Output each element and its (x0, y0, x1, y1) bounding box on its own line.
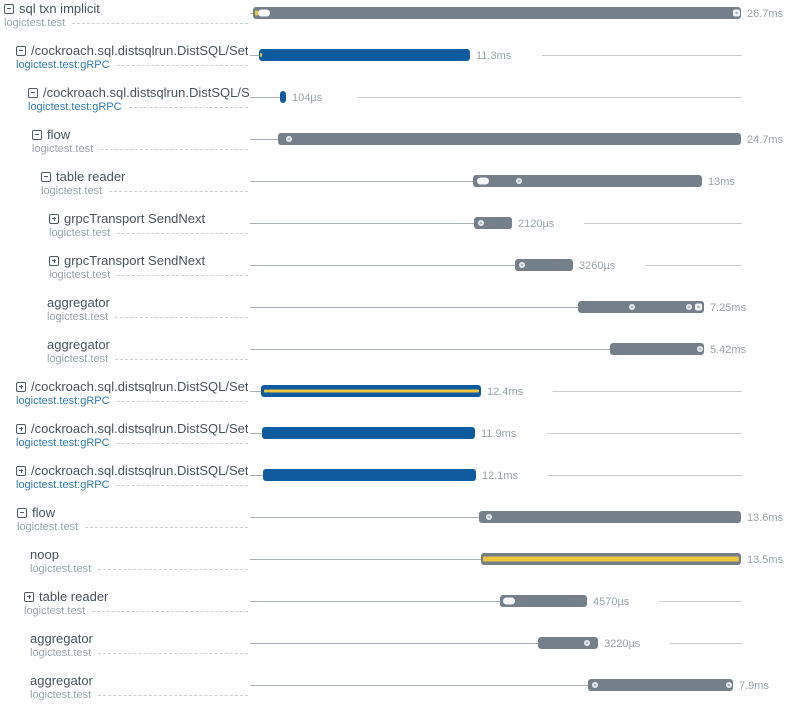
span-source: logictest.test (32, 143, 94, 155)
trace-span-row[interactable] (0, 588, 786, 630)
span-source: logictest.test (30, 689, 92, 701)
marker-dot-icon (697, 346, 703, 352)
collapse-icon[interactable] (32, 130, 42, 140)
trace-extent-line-right (542, 55, 742, 56)
span-duration: 12.1ms (479, 470, 521, 482)
span-source: logictest.test:gRPC (16, 479, 110, 491)
span-label-line (30, 673, 250, 688)
trace-extent-line-right (358, 97, 742, 98)
span-sub-line (24, 605, 250, 618)
trace-span-row[interactable] (0, 546, 786, 588)
span-duration: 13.6ms (744, 512, 786, 524)
trace-extent-line-left (250, 475, 263, 476)
span-label-block (49, 211, 250, 240)
span-source: logictest.test (47, 353, 109, 365)
span-label-line (24, 589, 250, 604)
span-label-line (17, 505, 250, 520)
span-label-line (49, 211, 250, 226)
span-duration: 13ms (705, 176, 738, 188)
trace-span-row[interactable] (0, 42, 786, 84)
span-bar[interactable] (278, 133, 741, 145)
trace-extent-line-left (250, 265, 515, 266)
span-source: logictest.test (30, 563, 92, 575)
trace-extent-line-left (250, 391, 261, 392)
dashed-leader-line (98, 569, 248, 576)
span-label-block (30, 631, 250, 660)
span-name: flow (47, 127, 71, 142)
trace-extent-line-left (250, 349, 610, 350)
collapse-icon[interactable] (16, 46, 26, 56)
span-name: aggregator (47, 295, 110, 310)
span-sub-line (16, 59, 250, 72)
span-label-block (47, 295, 250, 324)
span-label-line (16, 43, 250, 58)
span-source: logictest.test:gRPC (16, 59, 110, 71)
span-bar[interactable] (588, 679, 733, 691)
span-label-line (41, 169, 250, 184)
span-label-line (30, 631, 250, 646)
span-label-block (4, 1, 250, 30)
span-source: logictest.test:gRPC (16, 437, 110, 449)
span-label-block (16, 463, 250, 492)
span-label-block (17, 505, 250, 534)
trace-extent-line-left (250, 517, 479, 518)
expand-icon[interactable] (49, 214, 59, 224)
span-label-block (30, 547, 250, 576)
span-source: logictest.test:gRPC (28, 101, 122, 113)
span-duration: 13.5ms (744, 554, 786, 566)
trace-span-row[interactable] (0, 252, 786, 294)
span-sub-line (16, 437, 250, 450)
span-label-block (16, 43, 250, 72)
span-label-block (30, 673, 250, 702)
span-label-block (32, 127, 250, 156)
span-duration: 12.4ms (484, 386, 526, 398)
trace-span-row[interactable] (0, 210, 786, 252)
dashed-leader-line (98, 695, 248, 702)
span-name: aggregator (30, 631, 93, 646)
marker-pill-icon (258, 10, 270, 17)
span-label-line (28, 85, 250, 100)
span-sub-line (32, 143, 250, 156)
span-highlight-stripe (268, 390, 479, 393)
span-name: aggregator (30, 673, 93, 688)
span-source: logictest.test (49, 269, 111, 281)
trace-extent-line-right (659, 601, 742, 602)
marker-pill-icon (477, 178, 489, 185)
expand-icon[interactable] (16, 382, 26, 392)
collapse-icon[interactable] (41, 172, 51, 182)
trace-span-row[interactable] (0, 84, 786, 126)
trace-span-row[interactable] (0, 336, 786, 378)
trace-extent-line-left (250, 139, 278, 140)
trace-span-row[interactable] (0, 0, 786, 42)
span-label-line (32, 127, 250, 142)
trace-span-row[interactable] (0, 420, 786, 462)
span-name: table reader (39, 589, 109, 604)
marker-sqdot-icon (695, 304, 702, 311)
span-bar[interactable] (474, 217, 512, 229)
span-name: grpcTransport SendNext (64, 253, 206, 268)
span-bar[interactable] (578, 301, 704, 313)
dashed-leader-line (98, 653, 248, 660)
span-duration: 11.3ms (473, 50, 514, 62)
span-source: logictest.test (30, 647, 92, 659)
dashed-leader-line (117, 275, 248, 282)
span-label-line (4, 1, 250, 16)
span-source: logictest.test (41, 185, 103, 197)
collapse-icon[interactable] (4, 4, 14, 14)
expand-icon[interactable] (16, 466, 26, 476)
dashed-leader-line (100, 149, 248, 156)
span-sub-line (30, 563, 250, 576)
dashed-leader-line (85, 527, 248, 534)
span-label-block (47, 337, 250, 366)
span-name: aggregator (47, 337, 110, 352)
trace-extent-line-right (584, 223, 742, 224)
span-duration: 104µs (289, 92, 325, 104)
trace-span-row[interactable] (0, 294, 786, 336)
span-duration: 4570µs (590, 596, 632, 608)
span-source: logictest.test (4, 17, 66, 29)
trace-span-row[interactable] (0, 630, 786, 672)
span-sub-line (49, 269, 250, 282)
dashed-leader-line (109, 191, 248, 198)
span-source: logictest.test (49, 227, 111, 239)
span-name: /cockroach.sql.distsqlrun.DistSQL/Set (31, 43, 249, 58)
span-sub-line (30, 689, 250, 702)
trace-extent-line-right (645, 265, 742, 266)
span-label-line (47, 337, 250, 352)
marker-dot-icon (486, 514, 492, 520)
marker-dot-icon (519, 262, 525, 268)
span-name: /cockroach.sql.distsqlrun.DistSQL/S (43, 85, 250, 100)
collapse-icon[interactable] (28, 88, 38, 98)
trace-span-row[interactable] (0, 672, 786, 714)
span-label-line (30, 547, 250, 562)
span-source: logictest.test (24, 605, 86, 617)
span-sub-line (30, 647, 250, 660)
span-label-line (47, 295, 250, 310)
trace-span-row[interactable] (0, 462, 786, 504)
marker-sqdot-icon (733, 10, 740, 17)
trace-extent-line-left (250, 559, 481, 560)
marker-dot-icon (726, 682, 732, 688)
trace-span-row[interactable] (0, 126, 786, 168)
dashed-leader-line (117, 443, 248, 450)
span-bar[interactable] (610, 343, 704, 355)
span-label-line (16, 379, 250, 394)
trace-extent-line-left (250, 433, 262, 434)
span-duration: 2120µs (515, 218, 557, 230)
span-name: /cockroach.sql.distsqlrun.DistSQL/Set (31, 463, 249, 478)
span-sub-line (49, 227, 250, 240)
span-bar[interactable] (262, 427, 475, 439)
span-source: logictest.test:gRPC (16, 395, 110, 407)
dashed-leader-line (72, 23, 248, 30)
span-duration: 5.42ms (707, 344, 749, 356)
trace-span-row[interactable] (0, 504, 786, 546)
span-label-block (28, 85, 250, 114)
span-sub-line (16, 479, 250, 492)
span-duration: 7.25ms (707, 302, 749, 314)
dashed-leader-line (92, 611, 248, 618)
trace-span-row[interactable] (0, 168, 786, 210)
expand-icon[interactable] (16, 424, 26, 434)
expand-icon[interactable] (24, 592, 34, 602)
collapse-icon[interactable] (17, 508, 27, 518)
span-label-block (24, 589, 250, 618)
span-bar[interactable] (473, 175, 702, 187)
marker-dot-icon (286, 136, 292, 142)
span-name: flow (32, 505, 56, 520)
span-bar[interactable] (481, 553, 741, 565)
dashed-leader-line (117, 233, 248, 240)
span-label-line (16, 421, 250, 436)
span-bar[interactable] (253, 7, 741, 19)
span-label-block (16, 379, 250, 408)
span-sub-line (4, 17, 250, 30)
span-sub-line (28, 101, 250, 114)
span-label-block (49, 253, 250, 282)
span-name: sql txn implicit (19, 1, 100, 16)
span-highlight-stripe (483, 557, 739, 562)
trace-extent-line-left (250, 97, 280, 98)
span-duration: 11.9ms (478, 428, 519, 440)
marker-dot-icon (686, 304, 692, 310)
span-duration: 24.7ms (744, 134, 786, 146)
span-bar[interactable] (259, 49, 470, 61)
span-duration: 3260µs (576, 260, 618, 272)
span-duration: 3220µs (601, 638, 643, 650)
span-source: logictest.test (47, 311, 109, 323)
span-bar[interactable] (500, 595, 587, 607)
span-label-block (41, 169, 250, 198)
trace-extent-line-left (250, 601, 500, 602)
span-sub-line (17, 521, 250, 534)
marker-dot-icon (584, 640, 590, 646)
trace-span-row[interactable] (0, 378, 786, 420)
span-bar[interactable] (479, 511, 741, 523)
span-bar[interactable] (515, 259, 573, 271)
span-sub-line (47, 311, 250, 324)
trace-extent-line-left (250, 643, 538, 644)
span-label-block (16, 421, 250, 450)
span-name: grpcTransport SendNext (64, 211, 206, 226)
trace-extent-line-left (250, 307, 578, 308)
span-name: /cockroach.sql.distsqlrun.DistSQL/Set (31, 379, 249, 394)
marker-dot-icon (592, 682, 598, 688)
span-duration: 26.7ms (744, 8, 786, 20)
trace-extent-line-right (547, 433, 742, 434)
span-source: logictest.test (17, 521, 79, 533)
span-name: /cockroach.sql.distsqlrun.DistSQL/Set (31, 421, 249, 436)
span-bar[interactable] (263, 469, 476, 481)
marker-chip-icon (260, 53, 262, 57)
dashed-leader-line (115, 359, 248, 366)
marker-dot-icon (516, 178, 522, 184)
dashed-leader-line (115, 317, 248, 324)
span-sub-line (16, 395, 250, 408)
span-bar[interactable] (538, 637, 598, 649)
marker-chip-icon (264, 390, 268, 393)
trace-extent-line-right (553, 391, 742, 392)
trace-extent-line-left (250, 223, 474, 224)
span-label-line (49, 253, 250, 268)
dashed-leader-line (117, 65, 248, 72)
trace-extent-line-left (250, 685, 588, 686)
dashed-leader-line (117, 485, 248, 492)
trace-extent-line-left (250, 181, 473, 182)
trace-extent-line-right (548, 475, 742, 476)
trace-extent-line-left (250, 55, 259, 56)
trace-extent-line-right (670, 643, 742, 644)
span-name: noop (30, 547, 59, 562)
span-duration: 7.9ms (736, 680, 772, 692)
span-sub-line (47, 353, 250, 366)
dashed-leader-line (129, 107, 248, 114)
span-name: table reader (56, 169, 126, 184)
dashed-leader-line (117, 401, 248, 408)
span-sub-line (41, 185, 250, 198)
span-bar[interactable] (280, 91, 286, 103)
marker-dot-icon (478, 220, 484, 226)
marker-dot-icon (629, 304, 635, 310)
marker-pill-icon (503, 598, 515, 605)
span-bar[interactable] (261, 385, 481, 397)
span-label-line (16, 463, 250, 478)
expand-icon[interactable] (49, 256, 59, 266)
